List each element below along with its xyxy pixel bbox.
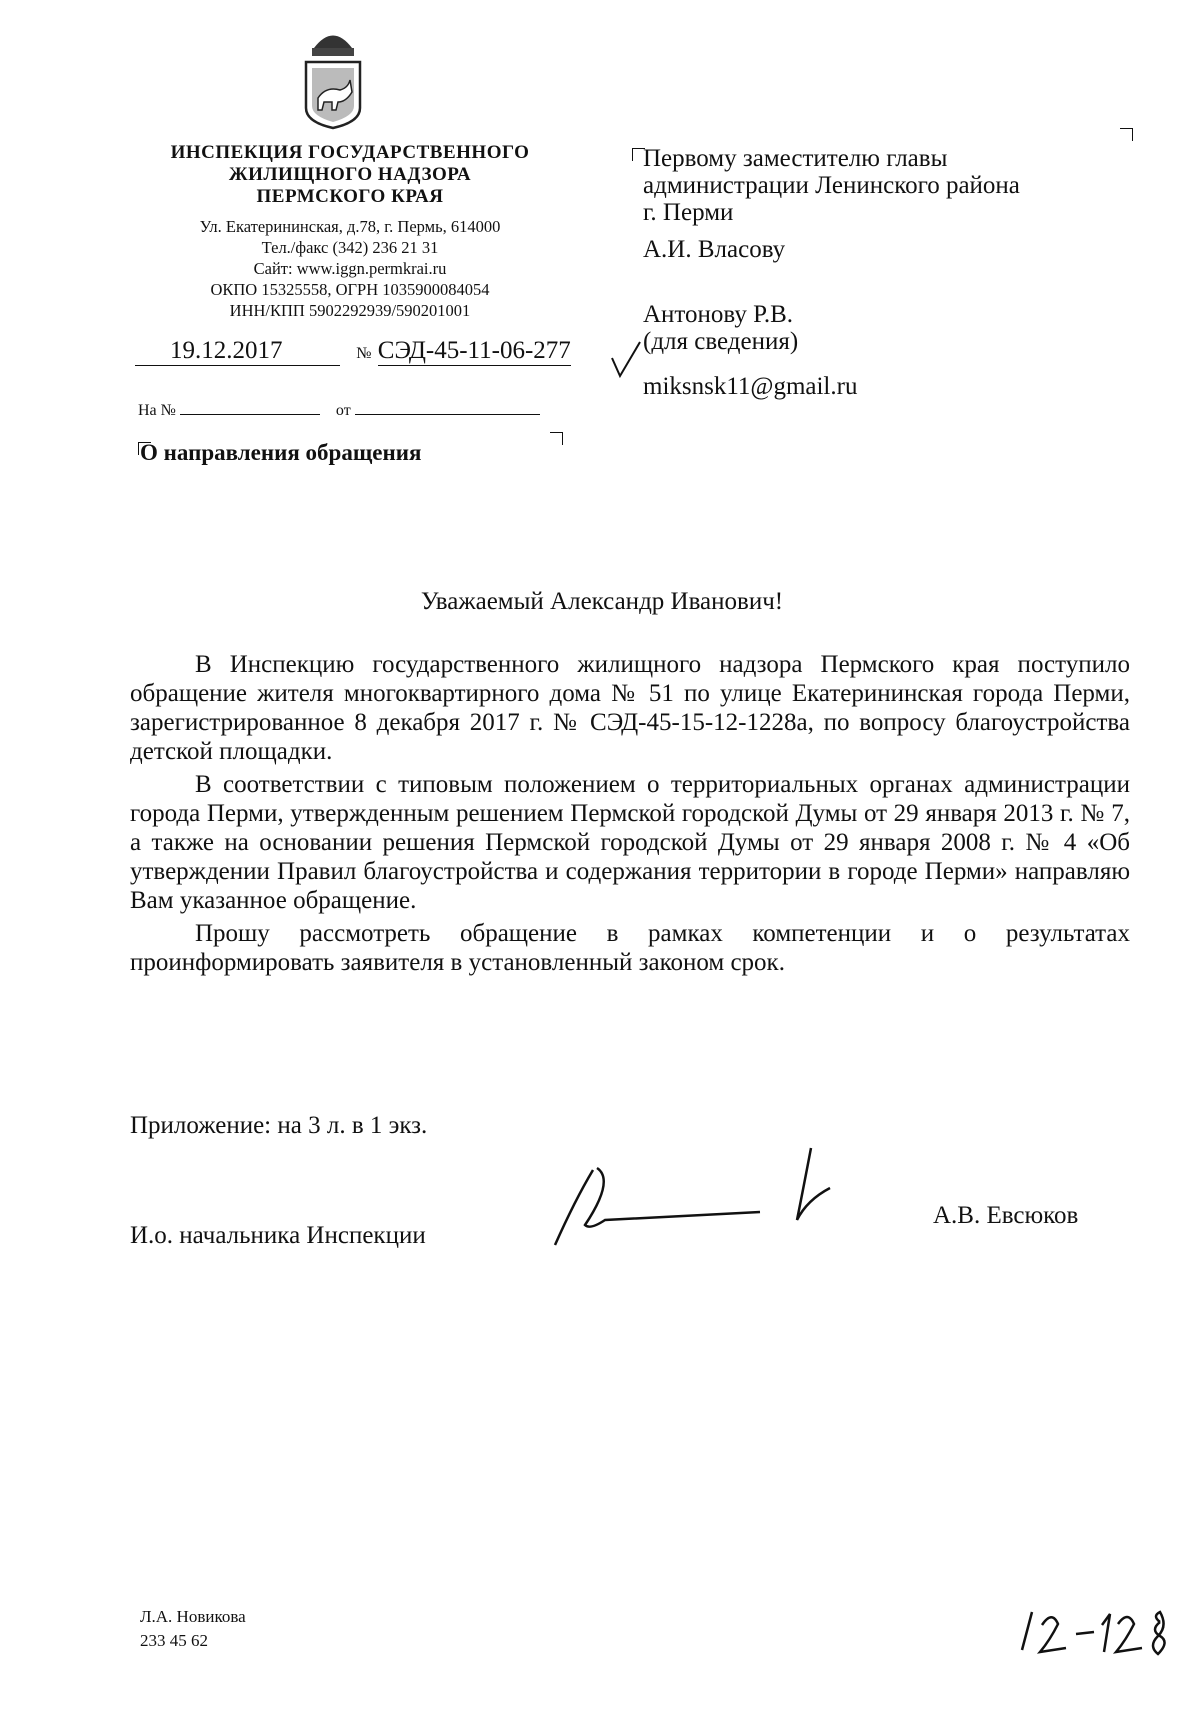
footer-executor <box>140 1605 246 1653</box>
checkmark-icon <box>608 338 644 380</box>
addressee-line: г. Перми <box>643 199 734 226</box>
sender-phone: Тел./факс (342) 236 21 31 <box>261 238 439 257</box>
addressee-line: Первому заместителю главы <box>643 145 948 172</box>
sender-site: Сайт: www.iggn.permkrai.ru <box>253 259 447 278</box>
letter-body <box>130 650 1130 981</box>
reg-number: СЭД-45-11-06-277 <box>377 337 571 364</box>
handwritten-signature <box>545 1140 835 1250</box>
body-paragraph: Прошу рассмотреть обращение в рамках компетенции и о результатах проинформировать заявителя в установленный законом срок. <box>130 920 1130 976</box>
addressee-email: miksnsk11@gmail.ru <box>643 373 858 400</box>
sender-block <box>140 142 560 321</box>
org-name-line: ЖИЛИЩНОГО НАДЗОРА <box>228 164 472 185</box>
ref-from-label: от <box>335 402 351 419</box>
greeting: Уважаемый Александр Иванович! <box>420 588 784 615</box>
sender-address: Ул. Екатерининская, д.78, г. Пермь, 614000 <box>199 217 501 236</box>
signer-role: И.о. начальника Инспекции <box>130 1222 426 1249</box>
addressee-line: администрации Ленинского района <box>643 172 1020 199</box>
copy-name: Антонову Р.В. <box>643 301 794 328</box>
ref-no-label: На № <box>138 402 176 419</box>
org-name-line: ПЕРМСКОГО КРАЯ <box>256 186 444 207</box>
subject-line: О направления обращения <box>140 440 422 465</box>
coat-of-arms-icon <box>300 18 366 130</box>
executor-phone: 233 45 62 <box>140 1631 208 1650</box>
addressee-block <box>643 145 1020 400</box>
addressee-name: А.И. Власову <box>643 236 786 263</box>
handwritten-note <box>1010 1590 1190 1670</box>
appendix-note: Приложение: на 3 л. в 1 экз. <box>130 1112 428 1139</box>
registration-line <box>135 337 571 366</box>
reference-line <box>138 402 540 420</box>
executor-name: Л.А. Новикова <box>140 1607 246 1626</box>
reg-date: 19.12.2017 <box>135 337 340 366</box>
copy-note: (для сведения) <box>643 328 799 355</box>
body-paragraph: В Инспекцию государственного жилищного надзора Пермского края поступило обращение жителя многоквартирного дома № 51 по улице Екатерининская города Перми, зарегистрированное 8 декабря 2017 г. № СЭД-45-15-12-1228а, по вопросу благоустройства детской площадки. <box>130 651 1130 765</box>
sender-inn: ИНН/КПП 5902292939/590201001 <box>229 301 471 320</box>
org-name-line: ИНСПЕКЦИЯ ГОСУДАРСТВЕННОГО <box>170 142 530 163</box>
body-paragraph: В соответствии с типовым положением о территориальных органах администрации города Перми, утвержденным решением Пермской городской Думы от 29 января 2013 г. № 7, а также на основании решения Пермской городской Думы от 29 января 2008 г. № 4 «Об утверждении Правил благоустройства и содержания территории в городе Перми» направляю Вам указанное обращение. <box>130 771 1130 914</box>
signer-name: А.В. Евсюков <box>933 1202 1079 1229</box>
sender-okpo: ОКПО 15325558, ОГРН 1035900084054 <box>210 280 490 299</box>
reg-no-label: № <box>356 345 372 362</box>
